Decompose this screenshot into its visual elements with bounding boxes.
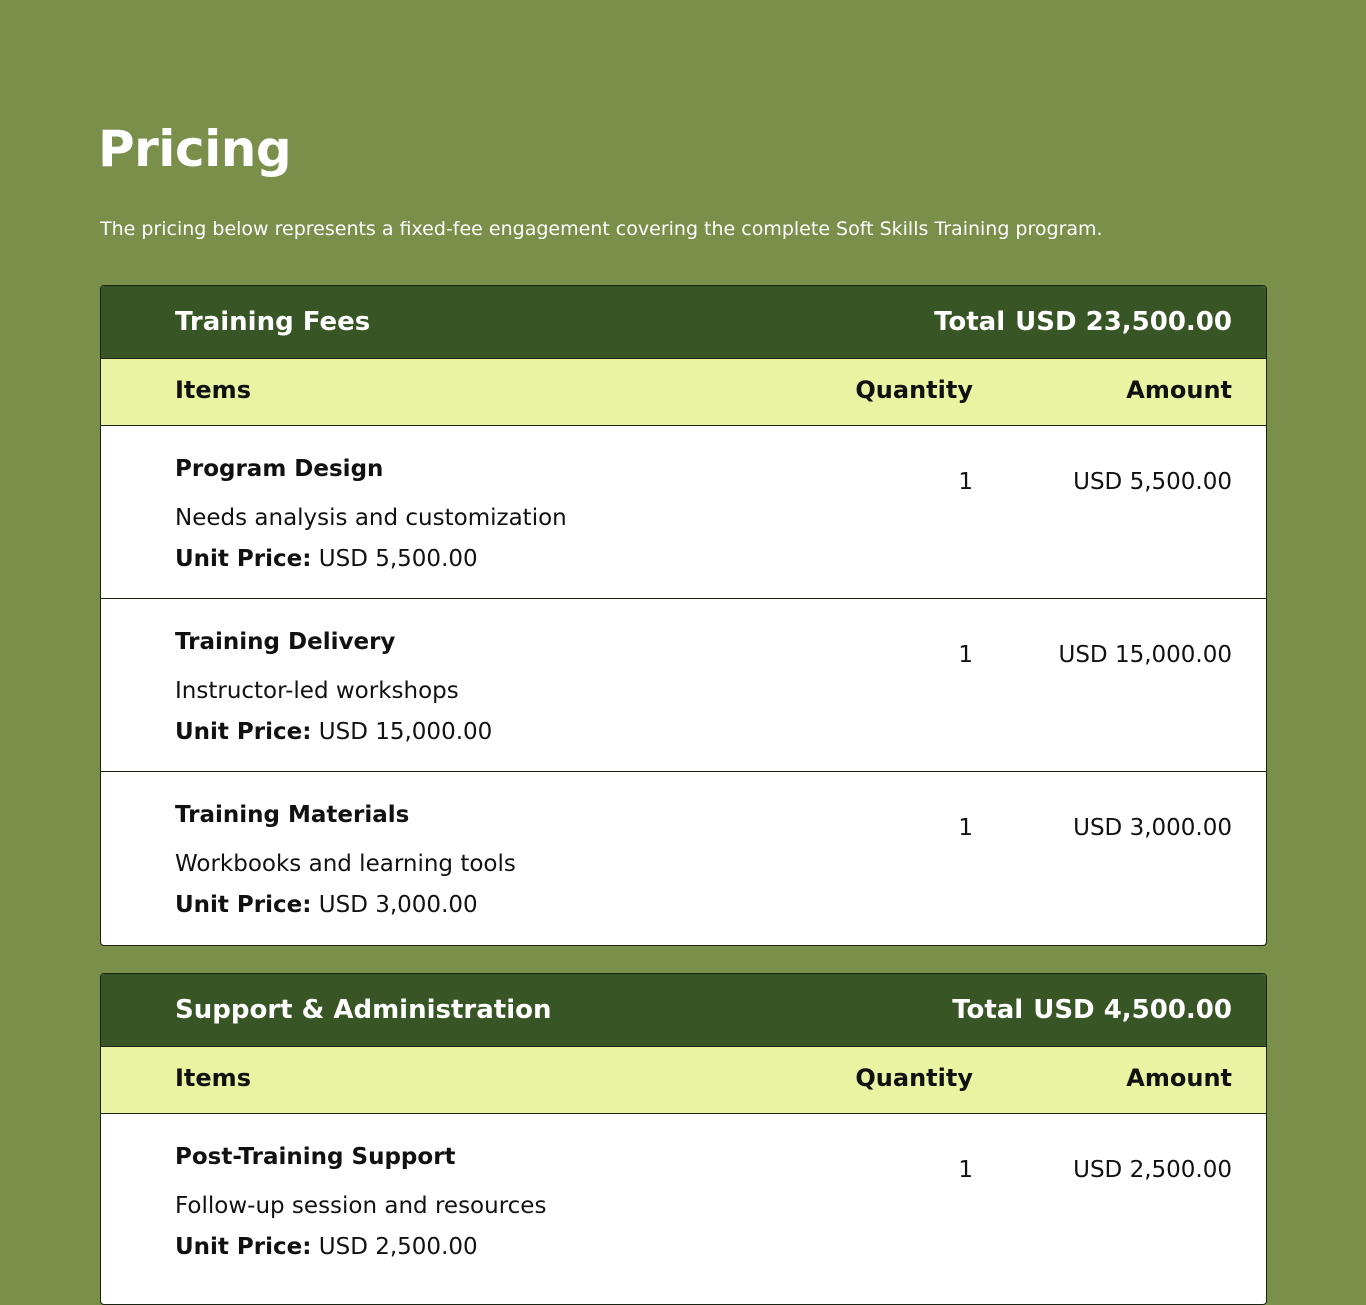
total-label: Total — [952, 995, 1024, 1025]
pricing-section-support-administration — [100, 973, 1267, 1305]
total-label: Total — [934, 307, 1006, 337]
table-row — [101, 772, 1266, 945]
column-header-amount: Amount — [1126, 1064, 1232, 1092]
column-header-row — [101, 359, 1266, 426]
item-description: Needs analysis and customization — [175, 505, 567, 531]
item-name: Training Delivery — [175, 629, 396, 655]
item-amount: USD 2,500.00 — [1073, 1157, 1232, 1183]
total-value: USD 23,500.00 — [1015, 307, 1232, 337]
column-header-quantity: Quantity — [855, 376, 973, 404]
unit-price-label: Unit Price: — [175, 1234, 312, 1260]
section-total — [952, 995, 1232, 1025]
item-amount: USD 3,000.00 — [1073, 815, 1232, 841]
unit-price-value: USD 5,500.00 — [318, 546, 478, 572]
table-row — [101, 599, 1266, 772]
item-unit-price — [175, 892, 478, 918]
unit-price-label: Unit Price: — [175, 892, 312, 918]
table-row — [101, 1114, 1266, 1287]
unit-price-value: USD 3,000.00 — [318, 892, 478, 918]
column-header-quantity: Quantity — [855, 1064, 973, 1092]
unit-price-label: Unit Price: — [175, 719, 312, 745]
item-description: Follow-up session and resources — [175, 1193, 547, 1219]
item-quantity: 1 — [958, 642, 973, 668]
item-unit-price — [175, 719, 492, 745]
item-name: Post-Training Support — [175, 1144, 456, 1170]
item-unit-price — [175, 1234, 478, 1260]
item-name: Training Materials — [175, 802, 410, 828]
section-header — [101, 286, 1266, 359]
item-quantity: 1 — [958, 1157, 973, 1183]
unit-price-value: USD 2,500.00 — [318, 1234, 478, 1260]
section-title: Support & Administration — [175, 995, 552, 1025]
item-amount: USD 5,500.00 — [1073, 469, 1232, 495]
item-description: Workbooks and learning tools — [175, 851, 516, 877]
page-title: Pricing — [98, 120, 292, 178]
item-name: Program Design — [175, 456, 384, 482]
item-quantity: 1 — [958, 469, 973, 495]
column-header-row — [101, 1047, 1266, 1114]
section-total — [934, 307, 1232, 337]
item-description: Instructor-led workshops — [175, 678, 459, 704]
item-unit-price — [175, 546, 478, 572]
table-row — [101, 426, 1266, 599]
item-quantity: 1 — [958, 815, 973, 841]
intro-text: The pricing below represents a fixed-fee engagement covering the complete Soft Skills Training program. — [100, 218, 1103, 240]
unit-price-label: Unit Price: — [175, 546, 312, 572]
column-header-amount: Amount — [1126, 376, 1232, 404]
section-header — [101, 974, 1266, 1047]
unit-price-value: USD 15,000.00 — [318, 719, 493, 745]
pricing-section-training-fees — [100, 285, 1267, 946]
column-header-items: Items — [175, 1064, 251, 1092]
item-amount: USD 15,000.00 — [1058, 642, 1232, 668]
column-header-items: Items — [175, 376, 251, 404]
total-value: USD 4,500.00 — [1033, 995, 1232, 1025]
section-title: Training Fees — [175, 307, 371, 337]
